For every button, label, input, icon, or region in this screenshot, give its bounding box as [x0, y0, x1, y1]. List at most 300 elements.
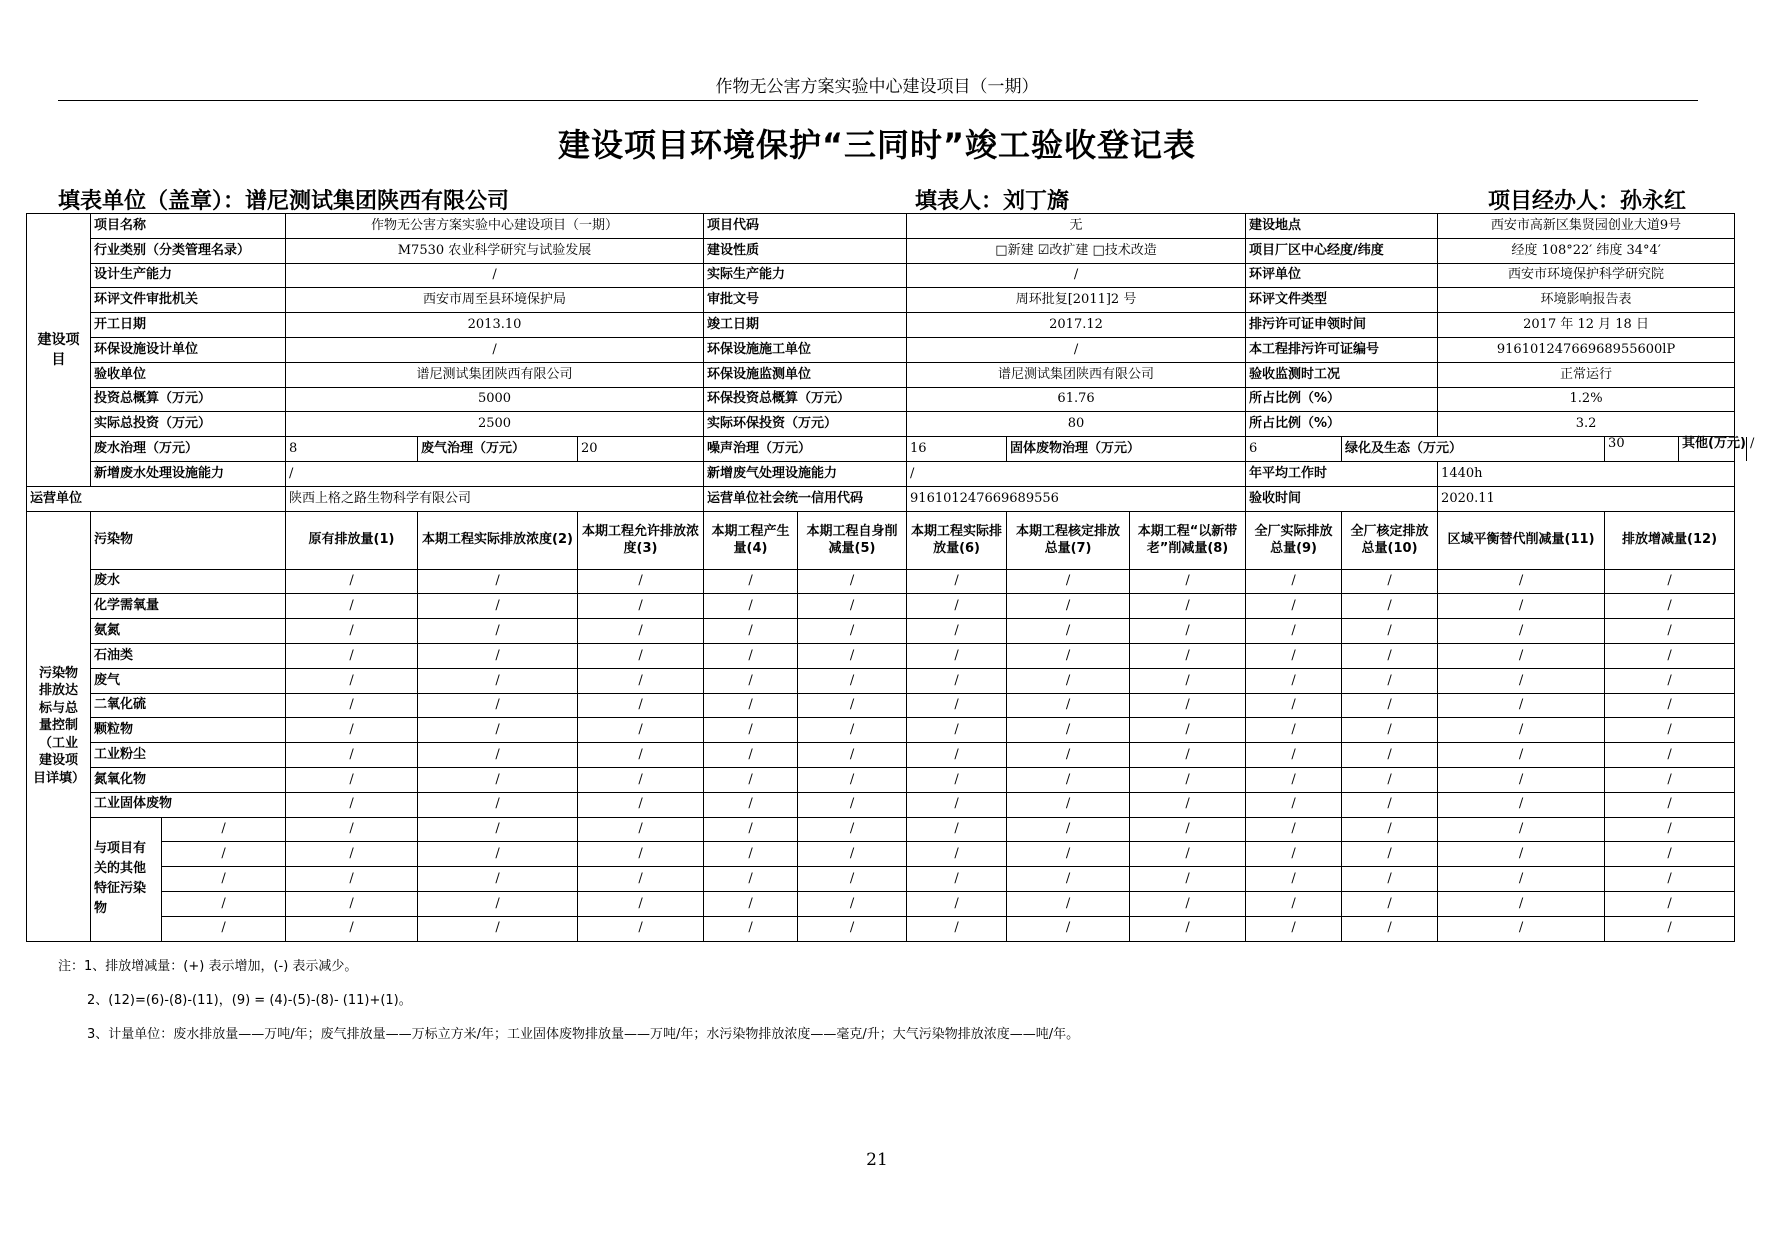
- table-cell-label: 验收单位: [91, 362, 286, 387]
- table-cell: /: [798, 867, 907, 892]
- table-row: [27, 619, 1735, 644]
- table-cell-label: 环评文件类型: [1246, 288, 1438, 313]
- table-cell-label: 建设地点: [1246, 214, 1438, 239]
- industry: M7530 农业科学研究与试验发展: [286, 238, 704, 263]
- table-cell-label: 本期工程实际排放量(6): [907, 511, 1007, 569]
- project-code: 无: [907, 214, 1246, 239]
- table-cell: /: [1438, 668, 1605, 693]
- table-cell: /: [1342, 792, 1438, 817]
- table-cell: /: [1342, 718, 1438, 743]
- table-row: [27, 362, 1735, 387]
- table-cell: /: [798, 792, 907, 817]
- registration-table: [26, 213, 1755, 942]
- table-cell: /: [1246, 867, 1342, 892]
- table-cell-label: 西安市环境保护科学研究院: [1438, 263, 1735, 288]
- table-cell-label: 环境影响报告表: [1438, 288, 1735, 313]
- table-cell: /: [1246, 693, 1342, 718]
- other-cell: [1605, 436, 1755, 462]
- table-cell: /: [286, 668, 418, 693]
- table-cell: /: [704, 916, 798, 941]
- table-cell: /: [1007, 743, 1130, 768]
- table-cell: /: [1605, 594, 1735, 619]
- table-cell-label: 环保设施监测单位: [704, 362, 907, 387]
- table-row: [27, 288, 1735, 313]
- note-2: 2、(12)=(6)-(8)-(11)，(9) = (4)-(5)-(8)- (11)+(1)。: [87, 993, 412, 1008]
- table-cell: /: [286, 891, 418, 916]
- table-cell: /: [578, 718, 704, 743]
- table-cell: /: [1605, 792, 1735, 817]
- table-cell: /: [907, 643, 1007, 668]
- table-row: [27, 767, 1735, 792]
- table-cell: /: [1130, 891, 1246, 916]
- table-cell: /: [1130, 693, 1246, 718]
- table-row: [27, 486, 1735, 511]
- table-cell: /: [1605, 693, 1735, 718]
- table-cell: /: [1130, 619, 1246, 644]
- credit-code: 916101247669689556: [907, 486, 1246, 511]
- table-cell-label: 行业类别（分类管理名录）: [91, 238, 286, 263]
- table-row: [27, 817, 1735, 842]
- table-cell: /: [1438, 718, 1605, 743]
- table-cell: /: [1246, 569, 1342, 594]
- table-cell: /: [1007, 643, 1130, 668]
- table-cell: /: [704, 867, 798, 892]
- table-cell: /: [1007, 668, 1130, 693]
- table-cell-label: 本期工程“以新带老”削减量(8): [1130, 511, 1246, 569]
- table-cell: /: [162, 916, 286, 941]
- table-row: [27, 263, 1735, 288]
- table-cell: /: [162, 817, 286, 842]
- table-cell: /: [1130, 767, 1246, 792]
- table-cell: /: [162, 842, 286, 867]
- table-cell-label: 本期工程允许排放浓度(3): [578, 511, 704, 569]
- table-cell-label: 本期工程实际排放浓度(2): [418, 511, 578, 569]
- table-cell: /: [1246, 916, 1342, 941]
- table-cell: /: [704, 891, 798, 916]
- table-cell-label: 所占比例（%）: [1246, 412, 1438, 437]
- table-cell: /: [578, 817, 704, 842]
- table-cell: /: [418, 867, 578, 892]
- table-cell-label: 绿化及生态（万元）: [1342, 437, 1605, 462]
- table-cell: /: [798, 767, 907, 792]
- table-cell-label: 所占比例（%）: [1246, 387, 1438, 412]
- table-cell-label: /: [907, 337, 1246, 362]
- table-cell: /: [704, 643, 798, 668]
- table-cell: /: [1342, 767, 1438, 792]
- table-cell: /: [704, 668, 798, 693]
- table-cell: /: [798, 594, 907, 619]
- table-cell-label: 1440h: [1438, 461, 1735, 486]
- table-cell-label: /: [1746, 437, 1770, 461]
- table-cell: /: [418, 891, 578, 916]
- table-cell-label: 验收时间: [1246, 486, 1438, 511]
- table-cell-label: 西安市周至县环境保护局: [286, 288, 704, 313]
- table-cell: /: [798, 643, 907, 668]
- table-cell: /: [418, 916, 578, 941]
- table-cell: /: [418, 743, 578, 768]
- table-cell-label: 实际总投资（万元）: [91, 412, 286, 437]
- table-cell: /: [578, 643, 704, 668]
- table-row: [27, 337, 1735, 362]
- document-header: 作物无公害方案实验中心建设项目（一期）: [715, 77, 1039, 97]
- table-cell-label: 建设性质: [704, 238, 907, 263]
- table-cell-label: 3.2: [1438, 412, 1735, 437]
- table-cell: /: [286, 817, 418, 842]
- note-1: 注：1、排放增减量：(+) 表示增加，(-) 表示减少。: [58, 959, 358, 974]
- table-cell-label: 审批文号: [704, 288, 907, 313]
- table-cell-label: 本期工程核定排放总量(7): [1007, 511, 1130, 569]
- table-cell: /: [1438, 743, 1605, 768]
- table-cell: /: [907, 594, 1007, 619]
- table-cell: /: [704, 594, 798, 619]
- construction-nature: □新建 ☑改扩建 □技术改造: [907, 238, 1246, 263]
- table-cell: /: [1246, 792, 1342, 817]
- table-cell-label: /: [286, 263, 704, 288]
- table-cell: /: [418, 718, 578, 743]
- table-cell: /: [704, 743, 798, 768]
- table-cell: /: [1438, 916, 1605, 941]
- table-cell: /: [1007, 594, 1130, 619]
- table-cell-label: 全厂实际排放总量(9): [1246, 511, 1342, 569]
- table-cell: /: [798, 842, 907, 867]
- table-cell: /: [798, 916, 907, 941]
- table-cell: /: [1605, 668, 1735, 693]
- table-cell: /: [1605, 916, 1735, 941]
- table-cell: /: [418, 792, 578, 817]
- table-cell: /: [704, 718, 798, 743]
- table-cell: /: [286, 643, 418, 668]
- pollution-header-row: [27, 511, 1735, 569]
- table-cell: /: [418, 817, 578, 842]
- table-cell-label: /: [286, 461, 704, 486]
- coordinates: 经度 108°22′ 纬度 34°4′: [1438, 238, 1735, 263]
- table-cell: /: [286, 916, 418, 941]
- table-cell: /: [1438, 767, 1605, 792]
- table-cell: /: [907, 867, 1007, 892]
- table-cell-label: /: [907, 263, 1246, 288]
- table-cell: /: [798, 718, 907, 743]
- table-cell-label: 16: [907, 437, 1007, 462]
- table-cell: /: [1130, 643, 1246, 668]
- table-cell: /: [578, 867, 704, 892]
- table-cell: /: [1246, 817, 1342, 842]
- form-title: 建设项目环境保护“三同时”竣工验收登记表: [557, 126, 1197, 164]
- table-cell: /: [418, 842, 578, 867]
- table-cell: /: [704, 619, 798, 644]
- table-cell: /: [704, 817, 798, 842]
- table-cell-label: 项目厂区中心经度/纬度: [1246, 238, 1438, 263]
- table-cell: /: [1130, 792, 1246, 817]
- table-cell: /: [578, 842, 704, 867]
- table-cell-label: 80: [907, 412, 1246, 437]
- table-row: [27, 891, 1735, 916]
- table-cell: /: [798, 569, 907, 594]
- filler: 填表人：刘丁旖: [915, 189, 1070, 214]
- table-cell-label: 8: [286, 437, 418, 462]
- table-cell: /: [1007, 916, 1130, 941]
- header-rule: [58, 100, 1698, 101]
- table-cell-label: 运营单位社会统一信用代码: [704, 486, 907, 511]
- table-cell: /: [1605, 842, 1735, 867]
- table-cell: /: [162, 891, 286, 916]
- table-cell-label: 环评单位: [1246, 263, 1438, 288]
- table-row: [27, 916, 1735, 941]
- table-cell: /: [1438, 569, 1605, 594]
- table-cell: /: [1246, 842, 1342, 867]
- acceptance-time: 2020.11: [1438, 486, 1735, 511]
- table-cell: /: [1438, 594, 1605, 619]
- table-cell: /: [418, 668, 578, 693]
- table-cell-label: 二氧化硫: [91, 693, 286, 718]
- notes: [58, 955, 1079, 1057]
- table-cell: /: [798, 668, 907, 693]
- table-row: [27, 387, 1735, 412]
- table-cell: /: [1246, 767, 1342, 792]
- table-cell: /: [907, 767, 1007, 792]
- table-cell: /: [1438, 619, 1605, 644]
- table-cell: /: [418, 643, 578, 668]
- table-cell: /: [578, 891, 704, 916]
- table-cell: /: [1342, 867, 1438, 892]
- table-cell-label: 30: [1608, 436, 1625, 452]
- table-row: [27, 437, 1735, 462]
- table-cell: /: [578, 792, 704, 817]
- table-row: [27, 792, 1735, 817]
- table-cell-label: 本期工程自身削减量(5): [798, 511, 907, 569]
- table-cell: /: [1007, 718, 1130, 743]
- table-cell: /: [1605, 718, 1735, 743]
- table-cell-label: 固体废物治理（万元）: [1007, 437, 1246, 462]
- table-cell: /: [286, 767, 418, 792]
- table-cell: /: [578, 743, 704, 768]
- table-cell: /: [907, 817, 1007, 842]
- table-cell-label: 全厂核定排放总量(10): [1342, 511, 1438, 569]
- table-cell: /: [1007, 842, 1130, 867]
- table-cell: /: [578, 693, 704, 718]
- operator-name: 陕西上格之路生物科学有限公司: [286, 486, 704, 511]
- table-cell: /: [907, 916, 1007, 941]
- table-row: [27, 842, 1735, 867]
- table-cell-label: 氨氮: [91, 619, 286, 644]
- table-cell: /: [1246, 619, 1342, 644]
- table-cell: /: [1342, 891, 1438, 916]
- table-cell-label: 废水治理（万元）: [91, 437, 286, 462]
- table-cell-label: 投资总概算（万元）: [91, 387, 286, 412]
- table-cell: /: [1438, 643, 1605, 668]
- table-cell: /: [418, 693, 578, 718]
- table-cell-label: 废水: [91, 569, 286, 594]
- table-cell-label: 2017.12: [907, 313, 1246, 338]
- table-cell: /: [286, 867, 418, 892]
- table-cell: /: [1007, 792, 1130, 817]
- table-cell-label: 2500: [286, 412, 704, 437]
- table-cell: /: [907, 668, 1007, 693]
- table-cell: /: [1007, 569, 1130, 594]
- table-row: [27, 412, 1735, 437]
- table-cell: /: [1342, 594, 1438, 619]
- table-cell: /: [798, 743, 907, 768]
- table-row: [27, 693, 1735, 718]
- table-cell-label: 实际环保投资（万元）: [704, 412, 907, 437]
- table-cell: /: [1246, 668, 1342, 693]
- table-cell-label: 新增废气处理设施能力: [704, 461, 907, 486]
- table-cell: /: [1130, 867, 1246, 892]
- table-cell: /: [1342, 916, 1438, 941]
- table-cell: /: [1342, 743, 1438, 768]
- table-cell-label: 91610124766968955600lP: [1438, 337, 1735, 362]
- table-cell-label: 开工日期: [91, 313, 286, 338]
- table-cell-label: 环保投资总概算（万元）: [704, 387, 907, 412]
- table-cell-label: 环评文件审批机关: [91, 288, 286, 313]
- table-cell-label: 年平均工作时: [1246, 461, 1438, 486]
- table-cell: /: [1438, 842, 1605, 867]
- note-3: 3、计量单位：废水排放量——万吨/年；废气排放量——万标立方米/年；工业固体废物排放量——万吨/年；水污染物排放浓度——毫克/升；大气污染物排放浓度——吨/年。: [87, 1027, 1080, 1042]
- table-cell: /: [578, 619, 704, 644]
- table-cell: /: [1438, 693, 1605, 718]
- table-cell: /: [907, 891, 1007, 916]
- table-cell: /: [286, 569, 418, 594]
- table-cell: /: [1605, 767, 1735, 792]
- table-cell: /: [1342, 643, 1438, 668]
- table-cell-label: 废气: [91, 668, 286, 693]
- table-cell: /: [286, 743, 418, 768]
- table-cell: /: [578, 916, 704, 941]
- table-cell: /: [1130, 594, 1246, 619]
- project-name: 作物无公害方案实验中心建设项目（一期）: [286, 214, 704, 239]
- table-cell-label: 排放增减量(12): [1605, 511, 1735, 569]
- table-cell-label: 设计生产能力: [91, 263, 286, 288]
- table-cell-label: 颗粒物: [91, 718, 286, 743]
- table-cell: /: [798, 891, 907, 916]
- table-cell-label: 工业固体废物: [91, 792, 286, 817]
- table-cell: /: [162, 867, 286, 892]
- table-cell: /: [286, 594, 418, 619]
- table-cell: /: [1605, 569, 1735, 594]
- table-cell-label: 排污许可证申领时间: [1246, 313, 1438, 338]
- table-cell: /: [1438, 867, 1605, 892]
- table-cell-label: 1.2%: [1438, 387, 1735, 412]
- table-cell: /: [1007, 693, 1130, 718]
- table-cell-label: 废气治理（万元）: [418, 437, 578, 462]
- table-cell-label: 氮氧化物: [91, 767, 286, 792]
- table-cell: /: [286, 619, 418, 644]
- table-cell-label: 验收监测时工况: [1246, 362, 1438, 387]
- table-cell: /: [1246, 594, 1342, 619]
- table-cell: /: [1342, 817, 1438, 842]
- table-cell-label: 污染物: [91, 511, 286, 569]
- table-cell: /: [418, 594, 578, 619]
- table-row: [27, 743, 1735, 768]
- table-cell: /: [1605, 643, 1735, 668]
- table-cell: /: [1342, 569, 1438, 594]
- table-cell-label: 20: [578, 437, 704, 462]
- table-cell: /: [1246, 643, 1342, 668]
- table-cell: /: [1438, 817, 1605, 842]
- table-cell-label: /: [286, 337, 704, 362]
- page-number: 21: [866, 1150, 888, 1170]
- table-row: [27, 718, 1735, 743]
- table-cell-label: 化学需氧量: [91, 594, 286, 619]
- table-cell-label: 2013.10: [286, 313, 704, 338]
- table-cell: /: [1342, 842, 1438, 867]
- table-cell: /: [798, 619, 907, 644]
- table-cell-label: 正常运行: [1438, 362, 1735, 387]
- table-cell: /: [704, 842, 798, 867]
- table-cell-label: 石油类: [91, 643, 286, 668]
- table-cell: /: [907, 693, 1007, 718]
- table-cell: /: [907, 743, 1007, 768]
- table-cell: /: [798, 817, 907, 842]
- table-cell: /: [1246, 718, 1342, 743]
- table-cell: /: [1438, 792, 1605, 817]
- table-cell: /: [1007, 891, 1130, 916]
- table-cell: /: [1605, 867, 1735, 892]
- table-cell: /: [1605, 891, 1735, 916]
- table-cell: /: [418, 569, 578, 594]
- table-cell-label: 项目代码: [704, 214, 907, 239]
- table-cell: /: [1007, 817, 1130, 842]
- table-cell: /: [1130, 569, 1246, 594]
- table-cell: /: [907, 718, 1007, 743]
- table-cell: /: [1605, 619, 1735, 644]
- table-row: [27, 569, 1735, 594]
- table-cell-label: 原有排放量(1): [286, 511, 418, 569]
- table-cell-label: 本工程排污许可证编号: [1246, 337, 1438, 362]
- table-cell: /: [1130, 817, 1246, 842]
- table-cell: /: [1007, 867, 1130, 892]
- table-cell: /: [1342, 619, 1438, 644]
- table-cell: /: [1130, 718, 1246, 743]
- table-cell-label: 谱尼测试集团陕西有限公司: [907, 362, 1246, 387]
- table-cell: /: [907, 842, 1007, 867]
- table-cell: /: [286, 693, 418, 718]
- table-cell-label: 项目名称: [91, 214, 286, 239]
- table-row: [27, 461, 1735, 486]
- table-cell-label: 环保设施施工单位: [704, 337, 907, 362]
- table-cell-label: 6: [1246, 437, 1342, 462]
- table-cell: /: [286, 842, 418, 867]
- table-cell-label: 噪声治理（万元）: [704, 437, 907, 462]
- table-cell-label: 竣工日期: [704, 313, 907, 338]
- table-cell: /: [907, 619, 1007, 644]
- table-row: [27, 867, 1735, 892]
- table-cell: /: [1130, 842, 1246, 867]
- table-cell: /: [578, 569, 704, 594]
- table-cell: /: [578, 668, 704, 693]
- table-cell: /: [418, 619, 578, 644]
- table-cell: /: [1246, 891, 1342, 916]
- table-row: [27, 214, 1735, 239]
- table-cell: /: [1130, 668, 1246, 693]
- table-cell-label: 工业粉尘: [91, 743, 286, 768]
- table-row: [27, 313, 1735, 338]
- table-cell: /: [704, 569, 798, 594]
- section-pollution: 污染物排放达标与总量控制（工业建设项目详填）: [27, 511, 91, 941]
- table-cell: /: [286, 792, 418, 817]
- manager: 项目经办人：孙永红: [1488, 189, 1687, 214]
- table-cell-label: 5000: [286, 387, 704, 412]
- table-cell-label: 2017 年 12 月 18 日: [1438, 313, 1735, 338]
- table-cell: /: [798, 693, 907, 718]
- table-row: [27, 238, 1735, 263]
- section-construction: 建设项目: [27, 214, 91, 487]
- other-pollutants-label: 与项目有关的其他特征污染物: [91, 817, 162, 941]
- table-cell: /: [907, 792, 1007, 817]
- table-cell: /: [286, 718, 418, 743]
- table-cell: /: [1605, 817, 1735, 842]
- table-cell-label: /: [907, 461, 1246, 486]
- table-cell-label: 本期工程产生量(4): [704, 511, 798, 569]
